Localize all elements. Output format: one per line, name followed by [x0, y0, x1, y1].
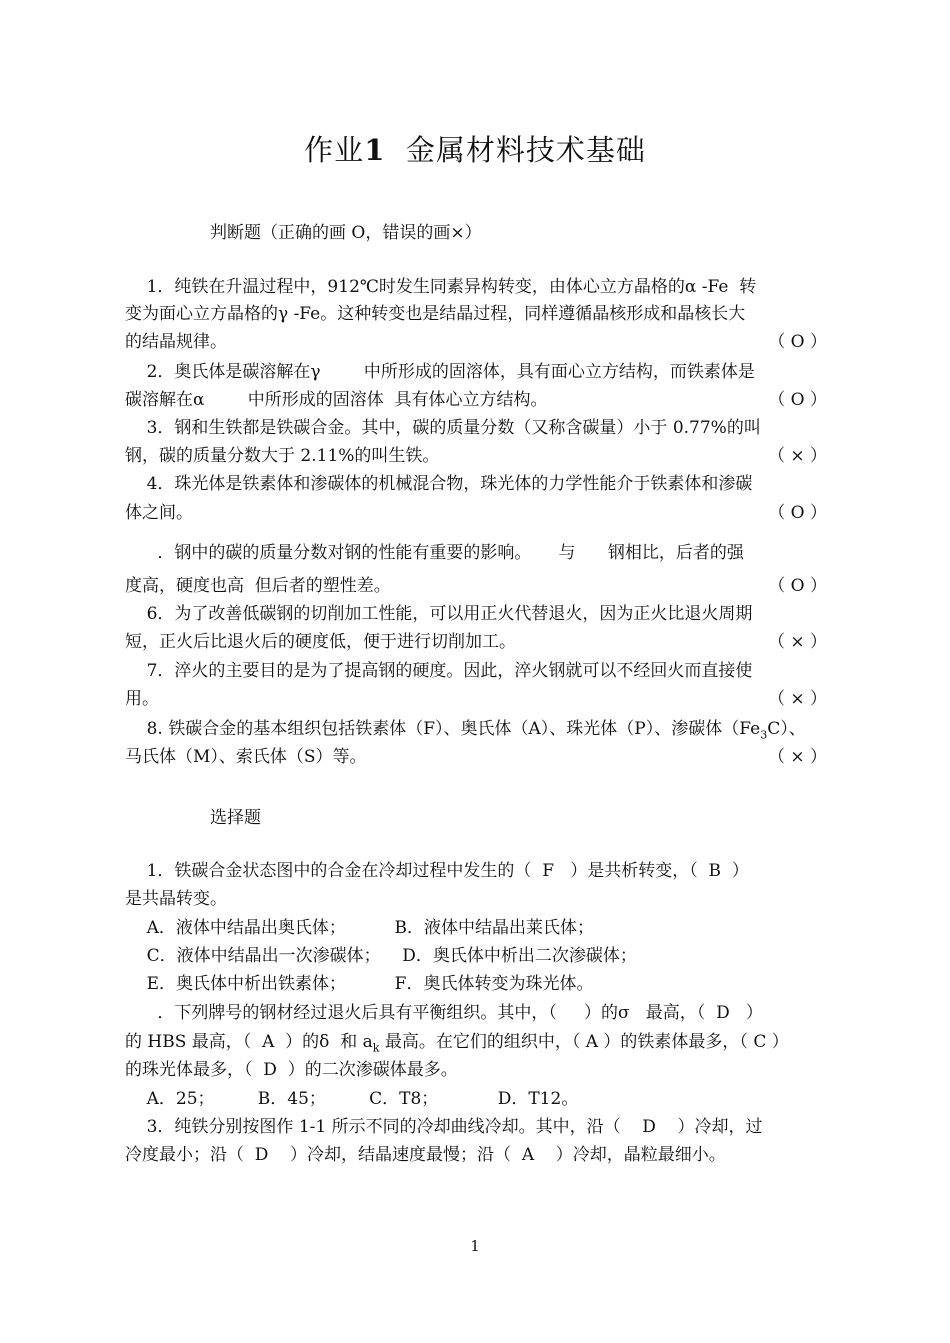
judge-line	[125, 658, 827, 684]
choice-line	[125, 915, 827, 941]
judge-line	[125, 716, 827, 742]
judge-line	[125, 601, 827, 627]
section-heading-judge: 判断题（正确的画 O，错误的画×）	[210, 223, 482, 243]
line-text: 是共晶转变。	[125, 889, 227, 909]
answer-mark: （ O ）	[768, 576, 827, 596]
answer-mark: （ × ）	[767, 446, 827, 466]
judge-line	[125, 387, 827, 413]
title-text: 金属材料技术基础	[405, 133, 646, 167]
judge-line	[125, 629, 827, 655]
line-text: 钢，碳的质量分数大于 2.11%的叫生铁。	[125, 446, 440, 466]
line-text: 冷度最小；沿（ D ）冷却，结晶速度最慢；沿（ A ）冷却，晶粒最细小。	[125, 1145, 726, 1165]
line-text: 6．为了改善低碳钢的切削加工性能，可以用正火代替退火，因为正火比退火周期	[125, 604, 753, 624]
choice-line	[125, 943, 827, 969]
page-number: 1	[470, 1237, 480, 1255]
line-text: 3．纯铁分别按图作 1-1 所示不同的冷却曲线冷却。其中，沿（ D ）冷却，过	[125, 1117, 763, 1137]
answer-mark: （ × ）	[767, 747, 827, 767]
line-text: 度高，硬度也高 但后者的塑性差。	[125, 576, 391, 596]
line-text: ．钢中的碳的质量分数对钢的性能有重要的影响。 与 钢相比，后者的强	[125, 543, 744, 563]
section-heading-choice: 选择题	[210, 808, 261, 828]
line-text: 碳溶解在α 中所形成的固溶体 具有体心立方结构。	[125, 390, 548, 410]
line-text: 短，正火后比退火后的硬度低，便于进行切削加工。	[125, 632, 516, 652]
judge-line	[125, 686, 827, 712]
line-text: C．液体中结晶出一次渗碳体； D．奥氏体中析出二次渗碳体；	[125, 946, 637, 966]
line-text: 的结晶规律。	[125, 332, 227, 352]
line-text: 2．奥氏体是碳溶解在γ 中所形成的固溶体，具有面心立方结构，而铁素体是	[125, 362, 755, 382]
title-prefix: 作业	[304, 133, 365, 167]
judge-line	[125, 329, 827, 355]
answer-mark: （ O ）	[768, 390, 827, 410]
line-text: 1．纯铁在升温过程中，912℃时发生同素异构转变，由体心立方晶格的α -Fe 转	[125, 277, 757, 297]
judge-line	[125, 500, 827, 526]
choice-line	[125, 886, 827, 912]
line-text: E．奥氏体中析出铁素体； F．奥氏体转变为珠光体。	[125, 974, 594, 994]
choice-line	[125, 1086, 827, 1112]
line-text: 用。	[125, 689, 159, 709]
judge-line	[125, 415, 827, 441]
judge-line	[125, 471, 827, 497]
line-text: 8. 铁碳合金的基本组织包括铁素体（F）、奥氏体（A）、珠光体（P）、渗碳体（Fe	[125, 719, 761, 739]
judge-line	[125, 443, 827, 469]
line-text: 马氏体（M）、索氏体（S）等。	[125, 747, 367, 767]
answer-mark: （ × ）	[767, 689, 827, 709]
subscript: 3	[760, 728, 768, 742]
choice-line	[125, 1142, 827, 1168]
subscript: k	[372, 1041, 380, 1055]
choice-line	[125, 1000, 827, 1026]
line-text: 的珠光体最多，（ D ）的二次渗碳体最多。	[125, 1060, 458, 1080]
answer-mark: （ O ）	[768, 503, 827, 523]
answer-mark: （ × ）	[767, 632, 827, 652]
line-text: 的 HBS 最高，（ A ）的δ 和 a	[125, 1032, 373, 1052]
judge-line	[125, 573, 827, 599]
line-text: ．下列牌号的钢材经过退火后具有平衡组织。其中，（ ）的σ 最高，（ D ）	[125, 1003, 763, 1023]
choice-line	[125, 1114, 827, 1140]
line-text: 变为面心立方晶格的γ -Fe。这种转变也是结晶过程，同样遵循晶核形成和晶核长大	[125, 304, 746, 324]
line-text: A．液体中结晶出奥氏体； B．液体中结晶出莱氏体；	[125, 918, 595, 938]
line-text: 3．钢和生铁都是铁碳合金。其中，碳的质量分数（又称含碳量）小于 0.77%的叫	[125, 418, 761, 438]
answer-mark: （ O ）	[768, 332, 827, 352]
line-text: 7．淬火的主要目的是为了提高钢的硬度。因此，淬火钢就可以不经回火而直接使	[125, 661, 753, 681]
line-tail: C）、	[767, 719, 806, 739]
title-number: 1	[364, 133, 386, 167]
line-text: 体之间。	[125, 503, 193, 523]
judge-line	[125, 744, 827, 770]
choice-line	[125, 1057, 827, 1083]
choice-line	[125, 971, 827, 997]
judge-line	[125, 301, 827, 327]
choice-line	[125, 858, 827, 884]
choice-line	[125, 1029, 827, 1055]
judge-line	[125, 359, 827, 385]
judge-line	[125, 540, 827, 566]
page-title	[0, 128, 950, 169]
judge-line	[125, 274, 827, 300]
line-tail: 最高。在它们的组织中，（ A ）的铁素体最多，（ C ）	[379, 1032, 789, 1052]
line-text: 1．铁碳合金状态图中的合金在冷却过程中发生的（ F ）是共析转变，（ B ）	[125, 861, 749, 881]
line-text: 4．珠光体是铁素体和渗碳体的机械混合物，珠光体的力学性能介于铁素体和渗碳	[125, 474, 753, 494]
line-text: A．25； B．45； C．T8； D．T12。	[125, 1089, 579, 1109]
